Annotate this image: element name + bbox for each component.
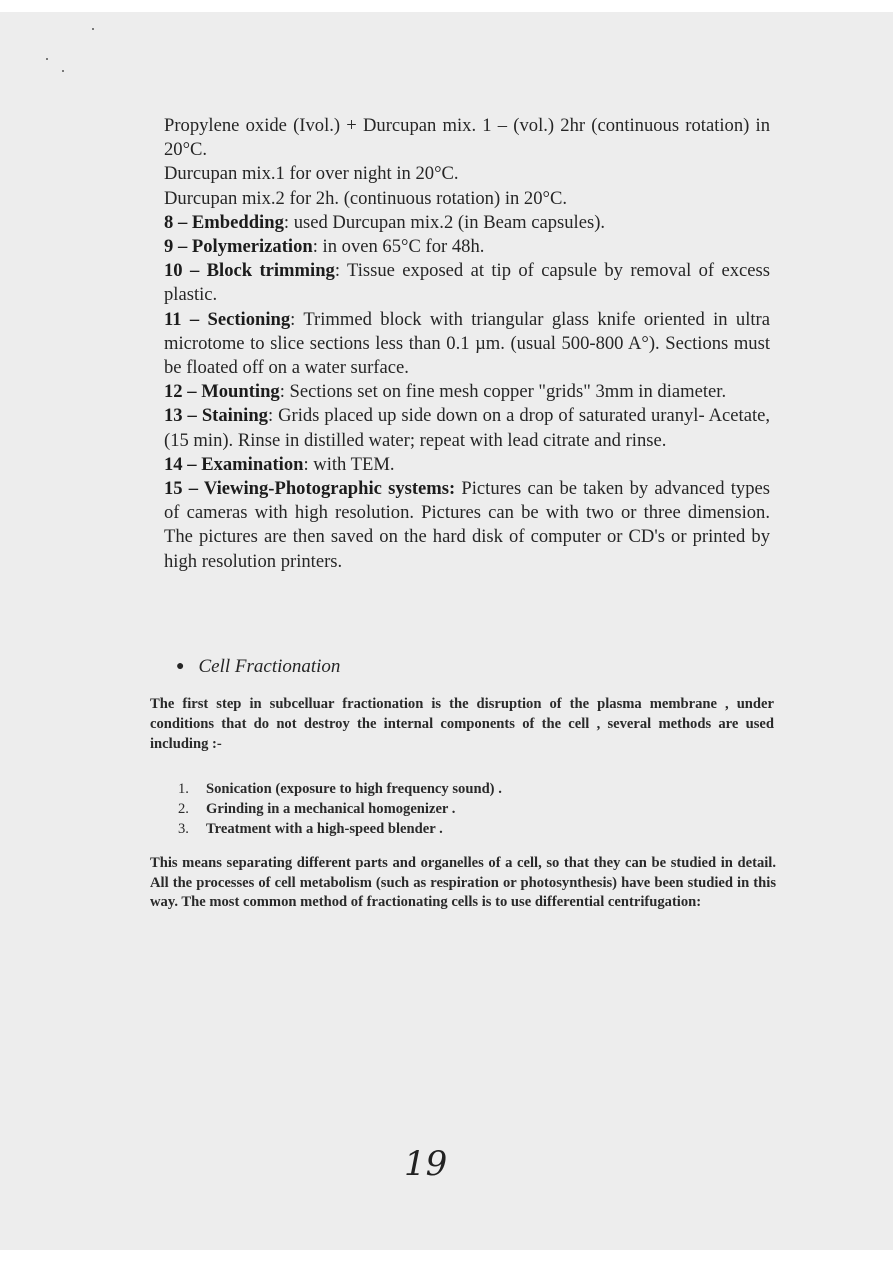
step-12-label: 12 – Mounting (164, 381, 280, 403)
step-10-label: 10 – Block trimming (164, 260, 335, 282)
list-item-number: 3. (178, 821, 189, 837)
summary-paragraph (150, 854, 776, 913)
step-10-text: : Tissue exposed at tip of capsule by removal of excess plastic. (164, 260, 770, 306)
summary-text: This means separating different parts and organelles of a cell, so that they can be studied in detail. All the processes of cell metabolism (such as respiration or photosynthesis) have been studied in this way. The most common method of fractionating cells is to use differential centrifugation: (150, 855, 776, 910)
step-14-label: 14 – Examination (164, 453, 304, 475)
speck (92, 28, 94, 30)
list-item (178, 819, 502, 839)
speck (62, 70, 64, 72)
bullet-icon: ● (176, 659, 185, 674)
step-13-label: 13 – Staining (164, 405, 268, 427)
step-14-text: : with TEM. (303, 453, 395, 475)
list-item-text: Grinding in a mechanical homogenizer . (206, 801, 456, 817)
step-10 (164, 259, 770, 307)
section-heading (176, 656, 340, 678)
step-15-text: Pictures can be taken by advanced types of cameras with high resolution. Pictures can be with two or three dimension. The pictures are then saved on the hard disk of computer or CD's or printed by high resolution printers. (164, 478, 770, 572)
section-heading-text: Cell Fractionation (198, 656, 341, 677)
list-item-text: Treatment with a high-speed blender . (206, 821, 443, 837)
intro-text: The first step in subcelluar fractionation is the disruption of the plasma membrane , under conditions that do not destroy the internal components of the cell , several methods are used including :- (150, 696, 774, 752)
step-13-text: : Grids placed up side down on a drop of saturated uranyl- Acetate, (15 min). Rinse in distilled water; repeat with lead citrate and rinse. (164, 405, 771, 451)
step-11-text: : Trimmed block with triangular glass knife oriented in ultra microtome to slice sections less than 0.1 µm. (usual 500-800 A°). Sections must be floated off on a water surface. (164, 308, 770, 379)
step-11-label: 11 – Sectioning (164, 308, 291, 330)
methods-list (178, 779, 502, 839)
step-9-text: : in oven 65°C for 48h. (312, 236, 485, 258)
page-number: 19 (404, 1144, 448, 1184)
step-continued-2: Durcupan mix.1 for over night in 20°C. (164, 163, 459, 185)
step-12 (164, 380, 770, 404)
list-item-number: 1. (178, 781, 189, 797)
step-12-text: : Sections set on fine mesh copper "grids" 3mm in diameter. (279, 381, 727, 403)
list-item (178, 799, 502, 819)
step-14 (164, 453, 770, 477)
list-item-text: Sonication (exposure to high frequency sound) . (206, 781, 502, 797)
step-continued-1: Propylene oxide (Ivol.) + Durcupan mix. 1 – (vol.) 2hr (continuous rotation) in 20°C. (164, 115, 770, 161)
step-8-label: 8 – Embedding (164, 211, 284, 233)
step-8-text: : used Durcupan mix.2 (in Beam capsules). (283, 211, 606, 233)
speck (46, 58, 48, 60)
list-item-number: 2. (178, 801, 189, 817)
step-9-label: 9 – Polymerization (164, 236, 313, 258)
step-15 (164, 477, 770, 574)
intro-paragraph (150, 694, 774, 754)
step-9 (164, 235, 770, 259)
list-item (178, 779, 502, 799)
document-page (0, 12, 893, 1250)
step-11 (164, 308, 770, 381)
step-8 (164, 211, 770, 235)
step-15-label: 15 – Viewing-Photographic systems: (164, 478, 456, 500)
procedure-steps (164, 114, 770, 574)
step-13 (164, 404, 770, 452)
step-continued-3: Durcupan mix.2 for 2h. (continuous rotation) in 20°C. (164, 187, 568, 209)
